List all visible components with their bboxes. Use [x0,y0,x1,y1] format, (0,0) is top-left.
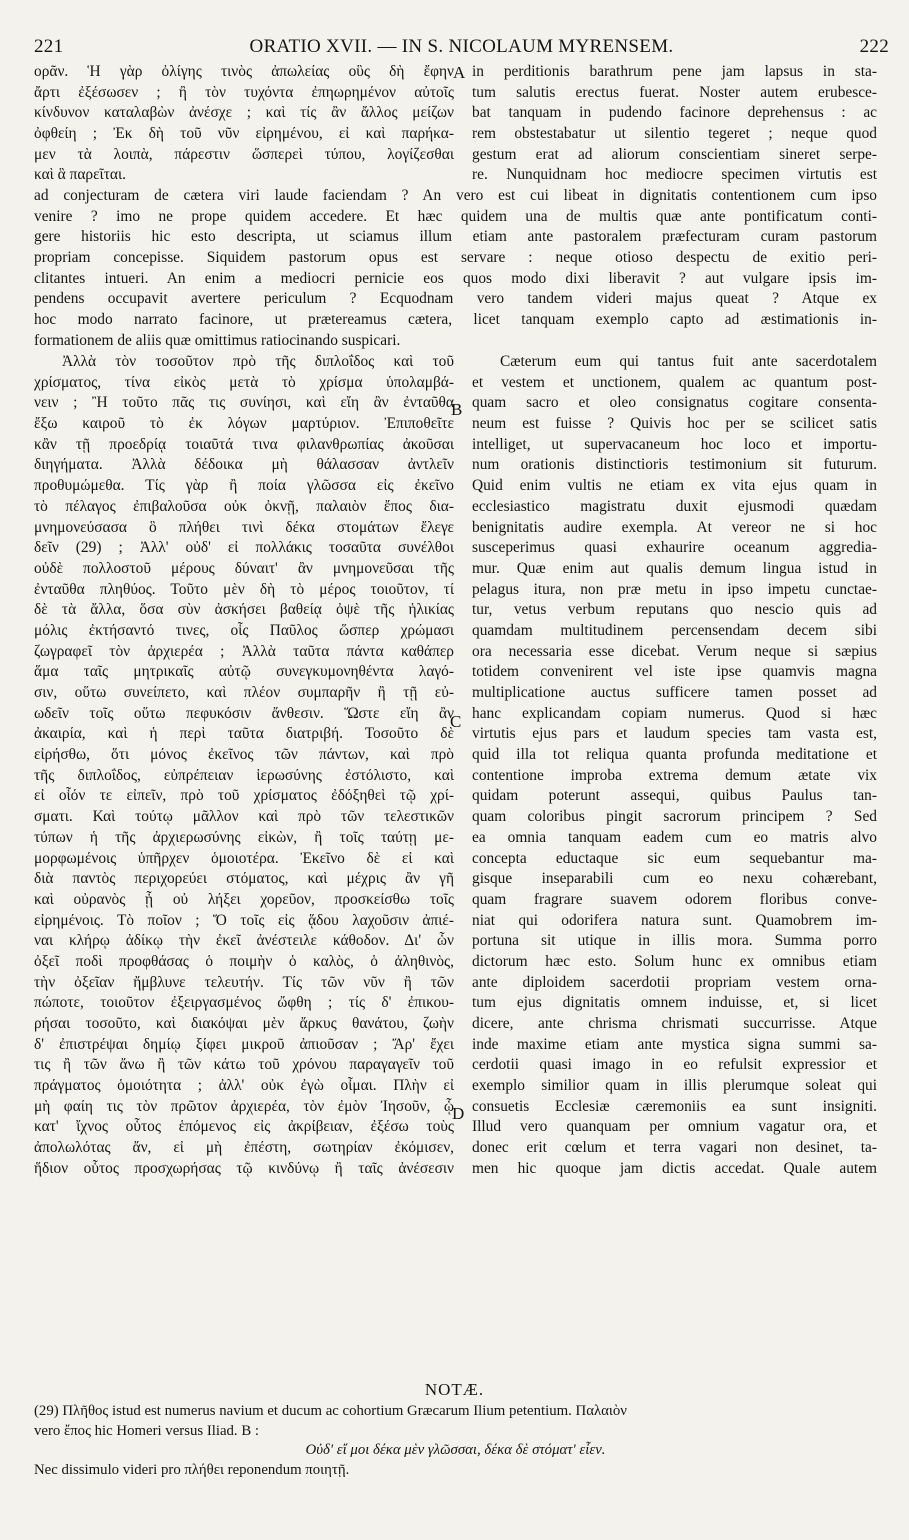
greek-line: προθυμώμεθα. Τίς γὰρ ἢ ποία γλῶσσα εἰς ἐκεῖνο [34,477,454,495]
latin-line: re. Nunquidnam hoc mediocre specimen virtutis est [472,166,877,184]
latin-full-width-paragraph [34,186,877,352]
greek-line: τύπων ἡ τῆς ἀρχιερωσύνης εἰκὼν, ἢ τοῖς ταύτῃ με- [34,828,454,846]
greek-line: χρίσματος, τίνα εἰκὸς μετὰ τὸ χρίσμα ὑπολαμβά- [34,373,454,391]
greek-column-b [34,352,454,1180]
latin-line: ante diploidem sacerdotii propriam vestem orna- [472,973,877,991]
latin-line: quamdam multitudinem percensendam decem sibi [472,621,877,639]
running-title: ORATIO XVII. — IN S. NICOLAUM MYRENSEM. [249,36,674,57]
greek-line: μορφωμένοις ὑπῆρχεν ὁμοιοτέρα. Ἐκεῖνο δὲ εἰ καὶ [34,849,454,867]
latin-line: exemplo similior quam in illis plerumque soleat qui [472,1077,877,1095]
latin-line: niat qui odorifera natura sunt. Quamobrem im- [472,911,877,929]
latin-line: propriam concepisse. Siquidem pastorum opus est servare : neque otioso despectu de exitio peri- [34,249,877,267]
note-line: Nec dissimulo videri pro πλήθει reponendum ποιητῇ. [34,1461,350,1478]
latin-line: donec erit cœlum et terra vagari non desinet, ta- [472,1139,877,1157]
greek-line: εἰ οἷόν τε εἰπεῖν, πρὸ τοῦ χρίσματος ἐδόξηθεὶ τῷ χρί- [34,787,454,805]
greek-line: ορᾶν. Ἡ γὰρ ὀλίγης τινὸς ἀπωλείας οὓς δὴ ἔφην [34,63,454,80]
greek-line: ναι κλήρῳ ἀδίκῳ τὴν ἐκεῖ ἀνέστειλε κάθοδον. Δι' ὧν [34,932,454,950]
greek-line: πράγματος ὁμοιότητα ; ἀλλ' οὐκ ἐγὼ οἶμαι. Πλὴν εἰ [34,1077,454,1095]
greek-line: ἔξω καιροῦ τὸ ἐκ λόγων μαρτύριον. Ἐπιποθεῖτε [34,415,454,433]
greek-line: εἰρήσθω, ὅτι μόνος ἐκεῖνος τῶν πάντων, καὶ πρὸ [34,746,454,764]
greek-line: ζωγραφεῖ τὸν ἀρχιερέα ; Ἀλλὰ ταῦτα πάντα καθάπερ [34,642,454,660]
latin-line: totidem convenirent vel iste ipse quamvis magna [472,663,877,681]
greek-line: ωδεῖν τοῖς οὕτω πεφυκόσιν ἄνθεσιν. Ὥστε εἴη ἂν [34,704,454,722]
latin-line: gisque inseparabili cum eo nexu cohærebant, [472,870,877,888]
greek-line: μνημονεύσασα ὃ πλήθει τινὶ δέκα στομάτων ἔλεγε [34,518,454,536]
margin-marker-a: A [453,63,466,82]
latin-line: formationem de aliis quæ omittimus ratiocinando suspicari. [34,331,401,349]
latin-line: Cæterum eum qui tantus fuit ante sacerdotalem [500,353,877,370]
greek-line: ὀξεῖ ποδὶ προφθάσας ὁ ποιμὴν ὁ καλὸς, ὁ ἀληθινὸς, [34,952,454,970]
greek-line: τις ἢ τῶν ἄνω ἢ τῶν κάτω τοῦ χρόνου παραγαγεῖν τοῦ [34,1056,454,1074]
latin-line: intelliget, ut supervacaneum hoc loco et importu- [472,435,877,453]
greek-line: μὴ φαίη τις τὸν πρῶτον ἀρχιερέα, τὸν ἐμὸν Ἰησοῦν, ᾧ [34,1097,454,1115]
latin-line: pelagus itura, non præ metu in ipso impetu cunctae- [472,580,877,598]
greek-line: νειν ; Ἢ τοῦτο πᾶς τις συνίησι, καὶ εἴη ἂν ἐνταῦθα [34,394,454,412]
greek-line: κίνδυνον καταλαβὼν ἀνέσχε ; καὶ τίς ἂν ἄλλος μείζων [34,104,454,122]
greek-line: σματι. Καὶ τούτῳ μᾶλλον καὶ πρὸ τῶν τελεστικῶν [34,808,454,826]
greek-line: καὶ ἃ παρεῖται. [34,166,126,184]
latin-column-b [472,352,877,1180]
latin-line: num orationis distinctioris testimonium sit futurum. [472,456,877,474]
latin-column-a [472,62,877,186]
latin-line: benignitatis audire exempla. At vereor ne si hoc [472,518,877,536]
margin-marker-d: D [452,1104,465,1123]
greek-line: δὲ τὰ ἄλλα, ὅσα σὺν ἀσκήσει βαθείᾳ ὀψὲ τῆς ἡλικίας [34,601,454,619]
latin-line: Quid enim vultis ne etiam ex vita ejus quam in [472,477,877,495]
greek-line: τῆς διπλοΐδος, εὐπρέπειαν ἱερωσύνης ἐστόλιστο, καὶ [34,766,454,784]
latin-line: cerdotii quasi imago in eo refulsit expressior et [472,1056,877,1074]
greek-line: κἂν τῇ προεδρίᾳ τοιαῦτά τινα φιλανθρωπίας ἀκοῦσαι [34,435,454,453]
latin-line: ea omnia tanquam eadem cum eo matris alvo [472,828,877,846]
note-line: vero ἔπος hic Homeri versus Iliad. B : [34,1422,260,1439]
greek-line: τὴν ὀξεῖαν ἤμβλυνε τελευτήν. Τίς τῶν νῦν ἢ τῶν [34,973,454,991]
greek-line: καὶ οὐρανὸς ᾖ οὐ λήξει χορεῦον, προσκείσθω τοῖς [34,890,454,908]
latin-line: pendens occupavit avertere periculum ? Ecquodnam vero tandem videri majus queat ? Atque ex [34,290,877,308]
greek-line: ρήσαι τοσοῦτο, καὶ διακόψαι μὲν ἄρκυς θανάτου, ζωὴν [34,1015,454,1032]
latin-line: quam fragrare suavem odorem floribus conve- [472,890,877,908]
latin-line: hoc modo narrato facinore, ut prætereamus cætera, licet tanquam exemplo capto ad æstimationis in- [34,311,877,329]
greek-line: τὸ πέλαγος ἐπιβαλοῦσα οὐκ ὀκνῇ, παλαιὸν ἔπος δια- [34,497,454,515]
latin-line: concepta eductaque sic eum sequebantur ma- [472,849,877,867]
latin-line: mur. Quæ enim aut qualis demum lingua istud in [472,559,877,577]
margin-marker-b: B [451,400,463,419]
latin-line: neum est fuisse ? Quivis hoc per se scilicet satis [472,415,877,433]
latin-line: ecclesiastico magistratu duxit ejusmodi quædam [472,497,877,515]
latin-line: virtutis ejus pars et laudum species tam vasta est, [472,725,877,743]
greek-line: ἐνταῦθα πληθύος. Τοῦτο μὲν δὴ τὸ μέρος τοιοῦτον, τί [34,580,454,598]
latin-line: susceperimus quasi exhaurire oceanum aggredia- [472,539,877,557]
greek-line: ἀκαιρία, καὶ ἡ περὶ ταῦτα διατριβή. Τοσοῦτο δὲ [34,725,454,743]
greek-line: μεν τὰ λοιπὰ, πάρεστιν ὥσπερεὶ τύπου, λογίζεσθαι [34,145,454,163]
running-header [34,36,889,60]
latin-line: rem obstestabatur ut silentio tegeret ; neque quod [472,125,877,143]
latin-line: quidam poterunt assequi, quibus Paulus tan- [472,787,877,805]
latin-line: Illud vero quanquam per omnium vagatur ora, et [472,1118,877,1136]
greek-line: ἀπολωλότας ἄν, εἰ μὴ ἐπέστη, σωτηρίαν ἐκόμισεν, [34,1139,454,1157]
greek-line: σιν, οὕτω συνείπετο, καὶ πλέον συμπαρῆν ἢ τῇ εὐ- [34,684,454,701]
notes-section [34,1402,877,1480]
greek-line: εἰρημένοις. Τὸ ποῖον ; Ὅ τοῖς εἰς ᾅδου λαχοῦσιν ἀπιέ- [34,911,454,929]
greek-line: διὰ παντὸς περιχορεύει στόματος, καὶ μέχρις ἂν γῆ [34,870,454,888]
greek-line: διηγήματα. Ἀλλὰ δέδοικα μὴ θάλασσαν ἀντλεῖν [34,456,454,474]
latin-line: men hic quoque jam dictis accedat. Quale autem [472,1159,877,1177]
greek-line: δ' ἐπιστρέψαι δημίῳ ξίφει μικροῦ ἀπιοῦσαν ; Ἄρ' ἔχει [34,1035,454,1053]
greek-line: Ἀλλὰ τὸν τοσοῦτον πρὸ τῆς διπλοΐδος καὶ τοῦ [62,353,454,370]
latin-line: quam sacro et oleo consignatus cogitare consenta- [472,394,877,412]
latin-line: dicere, ante chrisma chrismati succurrisse. Atque [472,1015,877,1032]
latin-line: consuetis Ecclesiæ cæremoniis ea sunt insigniti. [472,1097,877,1115]
latin-line: portuna sit utique in illis mora. Summa porro [472,932,877,950]
greek-line: κατ' ἴχνος οὗτος ἑπόμενος εἰς ἀκρίβειαν, ἐξέσω τοὺς [34,1118,454,1136]
greek-line: δεῖν (29) ; Ἀλλ' οὐδ' εἰ πολλάκις τοσαῦτα συνέλθοι [34,539,454,557]
latin-line: et vestem et unctionem, qualem ac quantum post- [472,373,877,391]
latin-line: gere historiis hic esto descripta, ut sciamus illum etiam ante pastoralem præfecturam curam pastorum [34,228,877,246]
latin-line: clitantes intueri. An enim a mediocri pernicie eos quos modo dixi liberavit ? aut vulgare ipsis im- [34,269,877,287]
notes-title: NOTÆ. [424,1380,485,1399]
latin-line: contentione improba extrema demum ætate vix [472,766,877,784]
note-line: (29) Πλῆθος istud est numerus navium et ducum ac cohortium Græcarum Ilium petentium. Παλαιὸν [34,1403,627,1419]
latin-line: multiplicatione auctus sufficere tamen posset ad [472,684,877,701]
latin-line: venire ? imo ne prope quidem accedere. Et hæc quidem una de multis quæ ante pontificatum conti- [34,207,877,225]
greek-line: ἄρτι ἐξέσωσεν ; ἢ τὸν τυχόντα ἐπηωρημένον αὐτοῖς [34,83,454,101]
latin-line: tur, vetus verbum reputans quo nescio quis ad [472,601,877,619]
greek-line: ὀφθείη ; Ἐκ δὴ τοῦ νῦν εἰρημένου, εἰ καὶ παρήκα- [34,125,454,143]
greek-line: πώποτε, τοιοῦτον ἐξειργασμένος ὤφθη ; τίς δ' ἐπικου- [34,994,454,1012]
greek-line: μόλις ἐκτήσαντό τινες, οἷς Παῦλος ὥσπερ χρώμασι [34,621,454,639]
latin-line: hanc explicandam copiam numerus. Quod si hæc [472,704,877,722]
latin-line: inde maxime etiam ante mystica signa summi sa- [472,1035,877,1053]
latin-line: dictorum hæc esto. Solum hunc ex omnibus etiam [472,952,877,970]
greek-line: οὐδὲ πολλοστοῦ μέρους δύναιτ' ἂν μνημονεῦσαι τῆς [34,559,454,577]
greek-line: ἅμα ταῖς μητρικαῖς αὐτῷ συνεγκυμονηθέντα λαγό- [34,663,454,681]
latin-line: gestum erat ad aliorum conscientiam sineret serpe- [472,145,877,163]
latin-line: bat tanquam in pudendo facinore deprehensus : ac [472,104,877,122]
latin-line: tum salutis erectus fuerat. Noster autem erubesce- [472,83,877,101]
latin-line: ad conjecturam de cætera viri laude faciendam ? An vero est cui libeat in dignitatis contentionem cum ipso [34,187,877,204]
latin-line: quid illa tot reliqua quanta profunda meditatione et [472,746,877,764]
latin-line: in perditionis barathrum pene jam lapsus in sta- [472,63,877,80]
greek-column-a [34,62,454,186]
page-number-left: 221 [34,36,64,57]
latin-line: ora necessaria esse dicebat. Verum neque si sæpius [472,642,877,660]
note-line: Οὐδ' εἴ μοι δέκα μὲν γλῶσσαι, δέκα δὲ στόματ' εἶεν. [305,1442,606,1458]
latin-line: tum ejus dignitatis omnem induisse, et, si licet [472,994,877,1012]
latin-line: quam coloribus pingit sacrorum principem ? Sed [472,808,877,826]
greek-line: ἥδιον οὗτος προσχωρήσας τῷ κινδύνῳ ἢ ταῖς ἀνέσεσιν [34,1159,454,1177]
page-number-right: 222 [859,36,889,57]
margin-marker-c: C [450,712,462,731]
